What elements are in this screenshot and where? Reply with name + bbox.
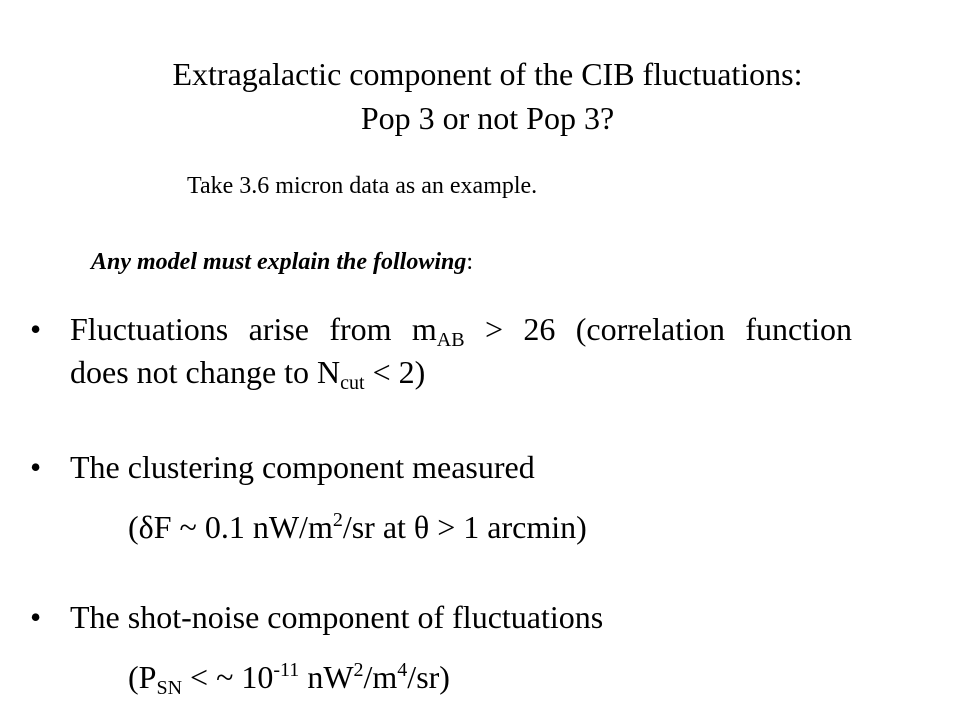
bullet-text xyxy=(70,310,930,396)
title-line-1: Extragalactic component of the CIB fluctuations: xyxy=(172,56,803,92)
superscript: 2 xyxy=(353,659,364,681)
magnitude-symbol: mAB xyxy=(411,311,465,351)
bullet-line-2: does not change to Ncut < 2) xyxy=(70,354,426,394)
bullet-text xyxy=(70,598,930,701)
superscript: 2 xyxy=(332,509,343,531)
bullet-line-1: The clustering component measured xyxy=(70,449,535,485)
word: (correlation xyxy=(575,311,725,347)
bullet-line-2: (δF ~ 0.1 $nW/m^2/sr$ at θ > 1 arcmin) xyxy=(128,509,587,545)
word: 26 xyxy=(523,311,556,347)
bullet-marker: • xyxy=(30,599,42,635)
psn-subscript: SN xyxy=(156,677,183,699)
magnitude-subscript: AB xyxy=(436,329,465,351)
word: Fluctuations xyxy=(70,311,229,347)
bullet-text xyxy=(70,448,930,551)
word: function xyxy=(745,311,852,347)
word: from xyxy=(329,311,392,347)
bullet-line-1: The shot-noise component of fluctuations xyxy=(70,599,604,635)
bullet-marker: • xyxy=(30,311,42,347)
model-requirement-note xyxy=(91,247,473,277)
ncut-subscript: cut xyxy=(340,372,365,394)
example-note: Take 3.6 micron data as an example. xyxy=(187,173,538,199)
model-requirement-colon: : xyxy=(466,249,474,275)
title-line-2: Pop 3 or not Pop 3? xyxy=(360,100,615,136)
word: > xyxy=(484,311,503,347)
bullet-marker: • xyxy=(30,449,42,485)
bullet-line-1 xyxy=(70,310,852,353)
word: arise xyxy=(248,311,309,347)
superscript: 4 xyxy=(397,659,408,681)
exponent: -11 xyxy=(273,659,300,681)
bullet-line-2: (PSN < ~ $10^{-11}$ $nW^2/m^4/sr$) xyxy=(128,659,450,699)
model-requirement-text: Any model must explain the following xyxy=(91,249,467,275)
slide-title xyxy=(0,52,960,140)
